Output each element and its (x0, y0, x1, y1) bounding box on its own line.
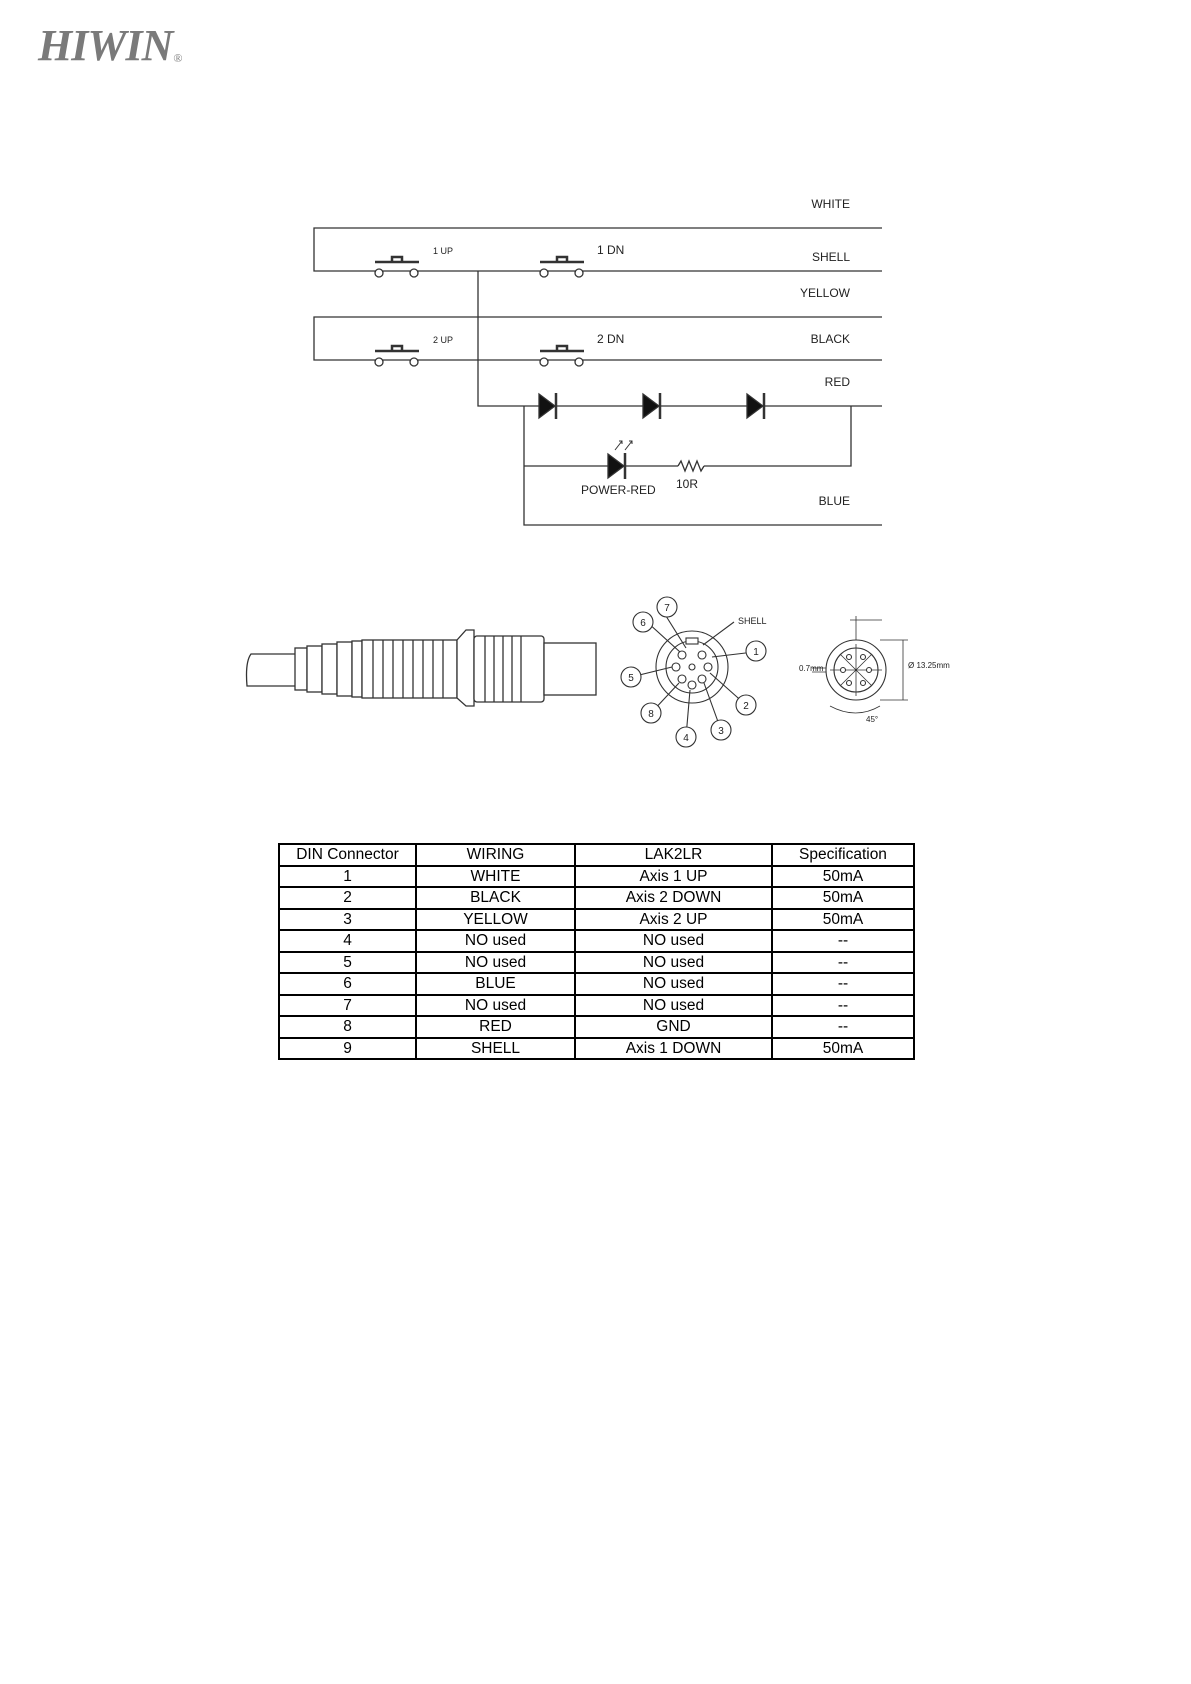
cell-spec: 50mA (772, 866, 914, 888)
pin-label-7: 7 (664, 603, 670, 614)
pin-label-4: 4 (683, 733, 689, 744)
cell-wiring: SHELL (416, 1038, 575, 1060)
cell-spec: -- (772, 995, 914, 1017)
wire-label-yellow: YELLOW (799, 286, 850, 300)
table-row (279, 887, 914, 909)
pin-label-5: 5 (628, 673, 634, 684)
pin-label-2: 2 (743, 701, 749, 712)
cell-din: 5 (279, 952, 416, 974)
circuit-diagram (314, 228, 882, 525)
switch-2-up (375, 346, 419, 366)
header-din-connector: DIN Connector (279, 844, 416, 866)
circuit-labels (433, 197, 851, 508)
cell-spec: -- (772, 1016, 914, 1038)
connector-dimension-view (812, 616, 908, 713)
cell-wiring: NO used (416, 995, 575, 1017)
cell-lak2lr: Axis 1 DOWN (575, 1038, 772, 1060)
cell-lak2lr: Axis 2 UP (575, 909, 772, 931)
cell-din: 6 (279, 973, 416, 995)
table-row (279, 952, 914, 974)
cell-lak2lr: NO used (575, 995, 772, 1017)
switch-label-2-dn: 2 DN (597, 332, 625, 346)
wire-label-blue: BLUE (818, 494, 850, 508)
cell-spec: -- (772, 973, 914, 995)
diode-3 (747, 393, 764, 419)
header-wiring: WIRING (416, 844, 575, 866)
cell-wiring: NO used (416, 952, 575, 974)
header-lak2lr: LAK2LR (575, 844, 772, 866)
cell-wiring: YELLOW (416, 909, 575, 931)
cell-lak2lr: Axis 1 UP (575, 866, 772, 888)
table-row (279, 930, 914, 952)
cell-lak2lr: GND (575, 1016, 772, 1038)
switch-1-dn (540, 257, 584, 277)
diode-1 (539, 393, 556, 419)
cell-lak2lr: NO used (575, 952, 772, 974)
cell-lak2lr: Axis 2 DOWN (575, 887, 772, 909)
cell-wiring: BLACK (416, 887, 575, 909)
switch-1-up (375, 257, 419, 277)
dim-angle-label: 45° (866, 715, 879, 724)
table-row (279, 866, 914, 888)
resistor-label: 10R (676, 477, 699, 491)
switch-label-2-up: 2 UP (433, 335, 454, 345)
cell-spec: 50mA (772, 909, 914, 931)
cell-din: 2 (279, 887, 416, 909)
cell-din: 1 (279, 866, 416, 888)
pin-label-6: 6 (640, 618, 646, 629)
table-header-row (279, 844, 914, 866)
resistor-10r (678, 461, 704, 471)
cell-din: 7 (279, 995, 416, 1017)
wire-label-shell: SHELL (811, 250, 850, 264)
cell-spec: 50mA (772, 887, 914, 909)
wire-label-white: WHITE (811, 197, 850, 211)
cell-lak2lr: NO used (575, 973, 772, 995)
diode-2 (643, 393, 660, 419)
led-label: POWER-RED (581, 483, 656, 497)
cell-wiring: BLUE (416, 973, 575, 995)
plug-side-view (247, 630, 597, 706)
registered-mark: ® (173, 51, 182, 65)
cell-wiring: WHITE (416, 866, 575, 888)
cell-lak2lr: NO used (575, 930, 772, 952)
pin-label-8: 8 (648, 709, 654, 720)
header-specification: Specification (772, 844, 914, 866)
dim-diameter-label: Ø 13.25mm (908, 661, 950, 670)
pin-assignment-table (278, 843, 915, 1060)
dim-pin-label: 0.7mm (799, 664, 824, 673)
pin-label-1: 1 (753, 647, 759, 658)
cell-wiring: RED (416, 1016, 575, 1038)
table-row (279, 1038, 914, 1060)
cell-spec: 50mA (772, 1038, 914, 1060)
cell-din: 4 (279, 930, 416, 952)
cell-din: 9 (279, 1038, 416, 1060)
pin-label-3: 3 (718, 726, 724, 737)
dimension-labels (799, 661, 950, 724)
wire-label-red: RED (824, 375, 850, 389)
shell-label: SHELL (738, 616, 767, 626)
table-row (279, 1016, 914, 1038)
table-row (279, 909, 914, 931)
cell-wiring: NO used (416, 930, 575, 952)
switch-label-1-up: 1 UP (433, 246, 454, 256)
wire-label-black: BLACK (810, 332, 850, 346)
cell-spec: -- (772, 952, 914, 974)
switch-2-dn (540, 346, 584, 366)
table-row (279, 973, 914, 995)
switch-label-1-dn: 1 DN (597, 243, 625, 257)
cell-din: 8 (279, 1016, 416, 1038)
brand-name: HIWIN (38, 21, 173, 70)
cell-spec: -- (772, 930, 914, 952)
table-row (279, 995, 914, 1017)
cell-din: 3 (279, 909, 416, 931)
led-power-red (608, 441, 632, 479)
